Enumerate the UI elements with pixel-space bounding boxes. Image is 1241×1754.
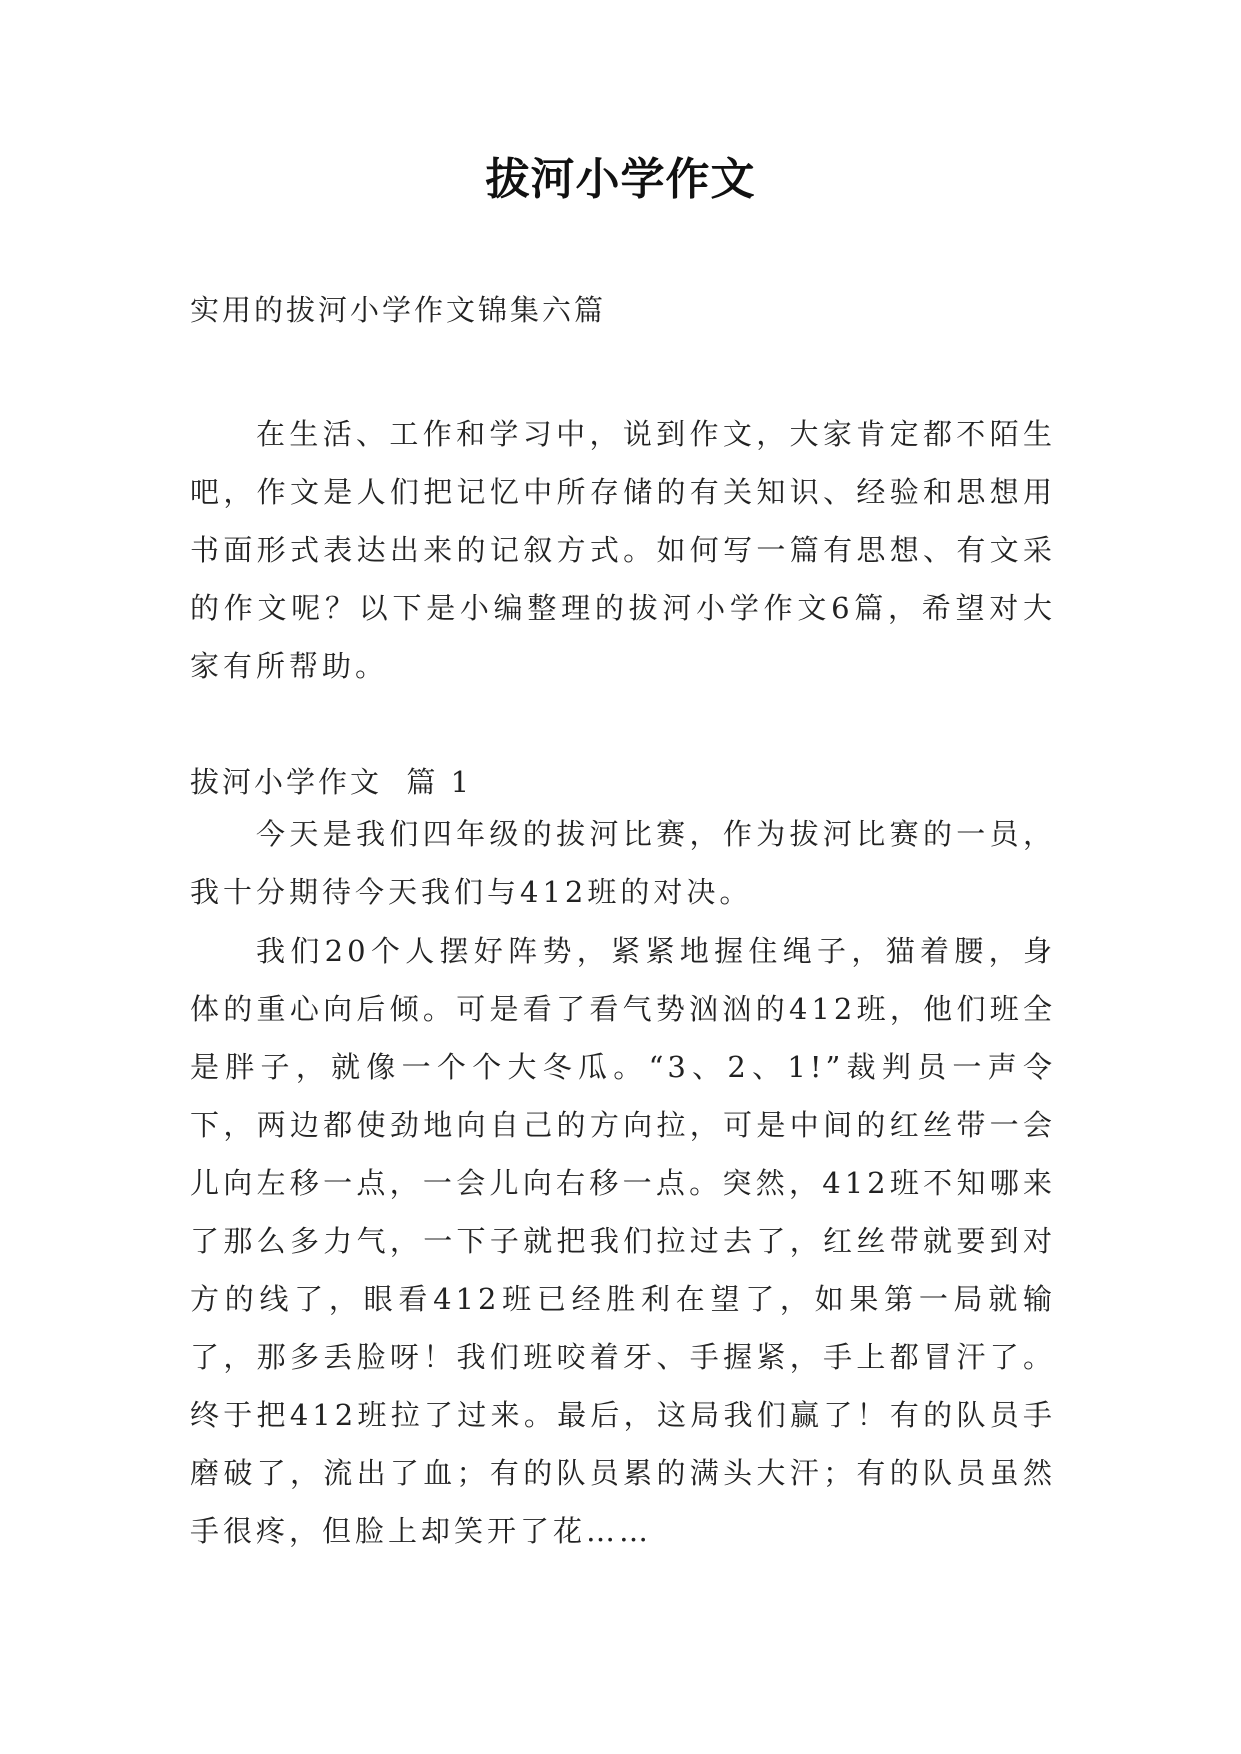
document-title: 拔河小学作文 bbox=[485, 154, 756, 205]
body-paragraph: 我们20个人摆好阵势，紧紧地握住绳子，猫着腰，身体的重心向后倾。可是看了看气势汹汹的412班，他们班全是胖子，就像一个个大冬瓜。“3、2、1!”裁判员一声令下，两边都使劲地向自己的方向拉，可是中间的红丝带一会儿向左移一点，一会儿向右移一点。突然，412班不知哪来了那么多力气，一下子就把我们拉过去了，红丝带就要到对方的线了，眼看412班已经胜利在望了，如果第一局就输了，那多丢脸呀！我们班咬着牙、手握紧，手上都冒汗了。终于把412班拉了过来。最后，这局我们赢了！有的队员手磨破了，流出了血；有的队员累的满头大汗；有的队员虽然手很疼，但脸上却笑开了花…… bbox=[190, 934, 1056, 1548]
document-subtitle: 实用的拔河小学作文锦集六篇 bbox=[190, 293, 607, 327]
section-heading: 拔河小学作文 篇 1 bbox=[190, 765, 473, 799]
intro-paragraph: 在生活、工作和学习中，说到作文，大家肯定都不陌生吧，作文是人们把记忆中所存储的有关知识、经验和思想用书面形式表达出来的记叙方式。如何写一篇有思想、有文采的作文呢？以下是小编整理的拔河小学作文6篇，希望对大家有所帮助。 bbox=[190, 417, 1056, 683]
body-paragraph: 今天是我们四年级的拔河比赛，作为拔河比赛的一员，我十分期待今天我们与412班的对决。 bbox=[190, 817, 1056, 909]
